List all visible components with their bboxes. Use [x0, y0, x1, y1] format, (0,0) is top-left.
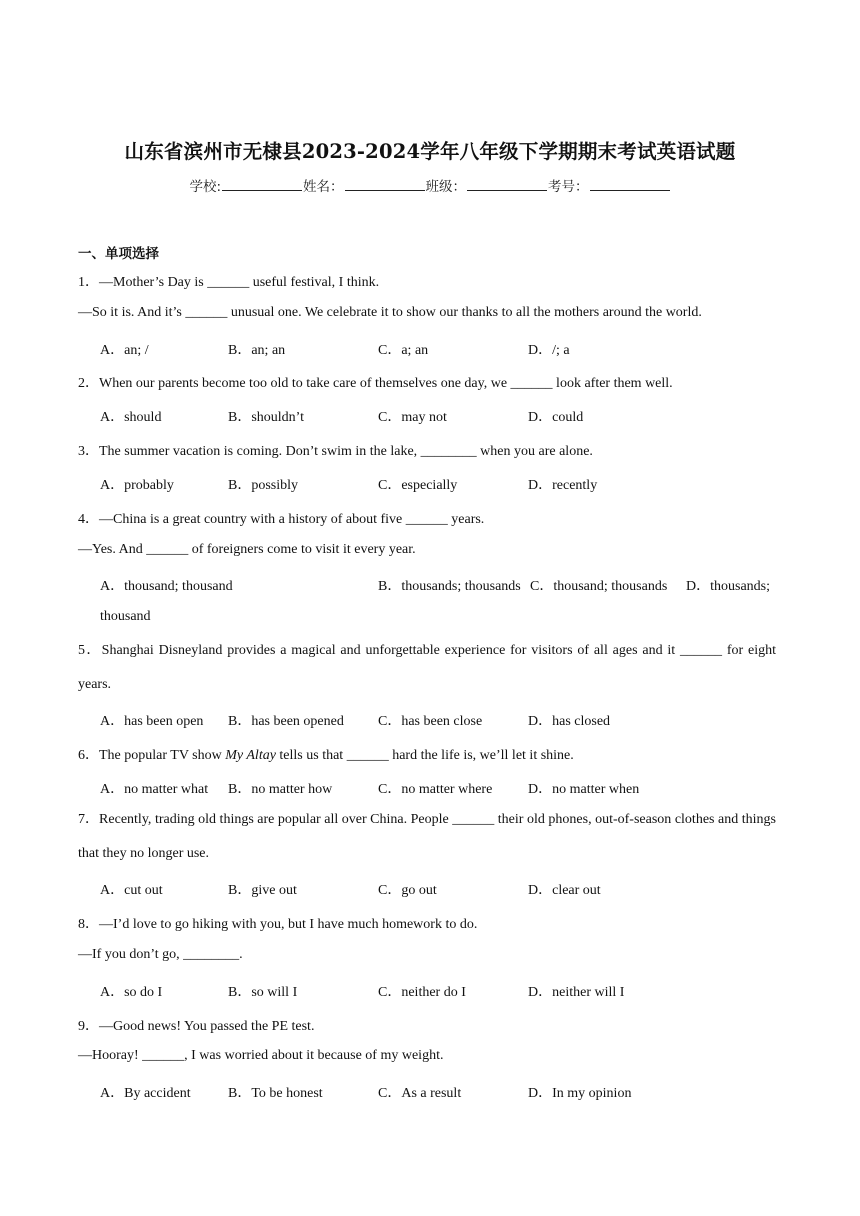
- exam-no-blank: [590, 178, 670, 191]
- question-7-option-c[interactable]: C．go out: [378, 883, 437, 898]
- section-heading: 一、单项选择: [78, 246, 159, 262]
- school-label: 学校:: [189, 179, 222, 195]
- question-8-option-b[interactable]: B．so will I: [228, 985, 298, 1000]
- question-4-option-b[interactable]: B．thousands; thousands: [378, 579, 521, 594]
- question-6-stem-end: tells us that ______ hard the life is, we’ll let it shine.: [275, 748, 574, 763]
- question-2-option-b[interactable]: B．shouldn’t: [228, 410, 304, 425]
- question-3-option-d[interactable]: D．recently: [528, 478, 598, 493]
- question-5-option-a[interactable]: A．has been open: [100, 714, 204, 729]
- show-title: My Altay: [225, 748, 276, 763]
- question-1-option-a[interactable]: A．an; /: [100, 343, 149, 358]
- question-3-stem: 3．The summer vacation is coming. Don’t swim in the lake, ________ when you are alone.: [78, 444, 593, 459]
- question-7-option-a[interactable]: A．cut out: [100, 883, 163, 898]
- question-5-option-b[interactable]: B．has been opened: [228, 714, 344, 729]
- question-6-stem-start: 6．The popular TV show: [78, 748, 226, 763]
- question-4-stem: 4．—China is a great country with a history of about five ______ years.: [78, 512, 485, 527]
- question-8-stem: 8．—I’d love to go hiking with you, but I have much homework to do.: [78, 917, 478, 932]
- question-2-option-a[interactable]: A．should: [100, 410, 162, 425]
- question-9-stem: 9．—Good news! You passed the PE test.: [78, 1019, 315, 1034]
- question-5-stem: 5．Shanghai Disneyland provides a magical and unforgettable experience for visitors of all ages and it ______ for eight years.: [78, 643, 776, 692]
- question-7-option-b[interactable]: B．give out: [228, 883, 297, 898]
- question-8-option-d[interactable]: D．neither will I: [528, 985, 625, 1000]
- question-6-option-b[interactable]: B．no matter how: [228, 782, 333, 797]
- question-2-option-d[interactable]: D．could: [528, 410, 584, 425]
- question-3-option-c[interactable]: C．especially: [378, 478, 458, 493]
- question-1-reply: —So it is. And it’s ______ unusual one. We celebrate it to show our thanks to all the mothers around the world.: [78, 305, 702, 320]
- question-4-option-a[interactable]: A．thousand; thousand: [100, 579, 233, 594]
- exam-no-label: 考号：: [548, 179, 589, 195]
- question-6-stem: [78, 744, 574, 764]
- class-blank: [467, 178, 547, 191]
- name-blank: [345, 178, 425, 191]
- page-title: 山东省滨州市无棣县2023-2024学年八年级下学期期末考试英语试题: [124, 140, 736, 163]
- question-3-option-a[interactable]: A．probably: [100, 478, 174, 493]
- question-4-option-c[interactable]: C．thousand; thousands: [530, 579, 668, 594]
- question-8-option-c[interactable]: C．neither do I: [378, 985, 466, 1000]
- question-1-option-b[interactable]: B．an; an: [228, 343, 286, 358]
- question-8-option-a[interactable]: A．so do I: [100, 985, 163, 1000]
- question-6-option-a[interactable]: A．no matter what: [100, 782, 209, 797]
- question-1-stem: 1．—Mother’s Day is ______ useful festival, I think.: [78, 275, 380, 290]
- question-7-option-d[interactable]: D．clear out: [528, 883, 601, 898]
- student-info: [0, 175, 860, 195]
- question-5-option-d[interactable]: D．has closed: [528, 714, 611, 729]
- question-9-option-a[interactable]: A．By accident: [100, 1086, 191, 1101]
- question-9-option-c[interactable]: C．As a result: [378, 1086, 462, 1101]
- question-9-option-d[interactable]: D．In my opinion: [528, 1086, 632, 1101]
- question-4-option-d-continued: thousand: [100, 609, 151, 624]
- question-1-option-c[interactable]: C．a; an: [378, 343, 429, 358]
- question-4-reply: —Yes. And ______ of foreigners come to visit it every year.: [78, 542, 416, 557]
- school-blank: [222, 178, 302, 191]
- question-9-option-b[interactable]: B．To be honest: [228, 1086, 323, 1101]
- name-label: 姓名：: [303, 179, 344, 195]
- question-8-reply: —If you don’t go, ________.: [78, 947, 243, 962]
- question-3-option-b[interactable]: B．possibly: [228, 478, 299, 493]
- question-4-option-d[interactable]: D．thousands;: [686, 579, 770, 594]
- class-label: 班级：: [425, 179, 467, 195]
- question-1-option-d[interactable]: D．/; a: [528, 343, 570, 358]
- question-6-option-d[interactable]: D．no matter when: [528, 782, 640, 797]
- question-9-reply: —Hooray! ______, I was worried about it because of my weight.: [78, 1048, 444, 1063]
- question-2-stem: 2．When our parents become too old to take care of themselves one day, we ______ look after them well.: [78, 376, 673, 391]
- question-5-option-c[interactable]: C．has been close: [378, 714, 483, 729]
- question-2-option-c[interactable]: C．may not: [378, 410, 447, 425]
- question-6-option-c[interactable]: C．no matter where: [378, 782, 493, 797]
- question-7-stem: 7．Recently, trading old things are popular all over China. People ______ their old phones, out-of-season clothes and things that they no longer use.: [78, 812, 776, 861]
